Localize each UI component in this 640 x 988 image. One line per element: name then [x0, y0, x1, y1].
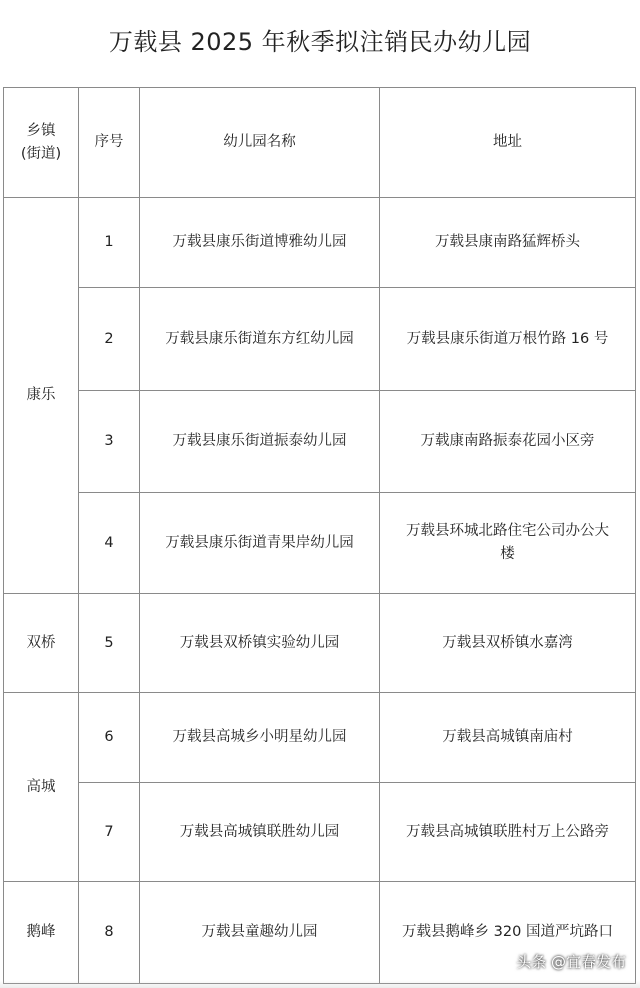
row-name: 万载县高城镇联胜幼儿园: [140, 783, 380, 882]
table-row: [4, 288, 636, 391]
page-title: 万载县 2025 年秋季拟注销民办幼儿园: [108, 28, 532, 56]
watermark-text: 头条 @宜春发布: [516, 953, 626, 971]
township-cell: 康乐: [4, 198, 79, 594]
row-name: 万载县康乐街道博雅幼儿园: [140, 198, 380, 288]
row-no: 6: [79, 693, 140, 783]
row-address: 万载县康乐街道万根竹路 16 号: [380, 288, 636, 391]
row-name: 万载县康乐街道青果岸幼儿园: [140, 493, 380, 594]
kindergarten-table: [3, 87, 636, 984]
bottom-edge: [0, 980, 640, 988]
table-row: [4, 693, 636, 783]
table-row: [4, 783, 636, 882]
row-no: 4: [79, 493, 140, 594]
row-address: 万载县双桥镇水嘉湾: [380, 594, 636, 693]
row-no: 2: [79, 288, 140, 391]
row-name: 万载县康乐街道振泰幼儿园: [140, 391, 380, 493]
row-name: 万载县高城乡小明星幼儿园: [140, 693, 380, 783]
row-address: 万载县康南路猛辉桥头: [380, 198, 636, 288]
header-township: 乡镇 (街道): [4, 88, 79, 198]
table-row: [4, 493, 636, 594]
row-address: 万载康南路振泰花园小区旁: [380, 391, 636, 493]
township-cell: 高城: [4, 693, 79, 882]
table-row: [4, 391, 636, 493]
row-no: 3: [79, 391, 140, 493]
township-cell: 鹅峰: [4, 882, 79, 984]
row-no: 5: [79, 594, 140, 693]
row-name: 万载县双桥镇实验幼儿园: [140, 594, 380, 693]
row-address: 万载县高城镇南庙村: [380, 693, 636, 783]
header-address: 地址: [380, 88, 636, 198]
row-address: 万载县高城镇联胜村万上公路旁: [380, 783, 636, 882]
row-address: 万载县鹅峰乡 320 国道严坑路口: [380, 882, 636, 984]
table-header-row: [4, 88, 636, 198]
header-no: 序号: [79, 88, 140, 198]
row-name: 万载县康乐街道东方红幼儿园: [140, 288, 380, 391]
row-no: 8: [79, 882, 140, 984]
township-cell: 双桥: [4, 594, 79, 693]
row-address: 万载县环城北路住宅公司办公大 楼: [380, 493, 636, 594]
table-row: [4, 198, 636, 288]
row-no: 1: [79, 198, 140, 288]
header-name: 幼儿园名称: [140, 88, 380, 198]
table-row: [4, 594, 636, 693]
row-name: 万载县童趣幼儿园: [140, 882, 380, 984]
row-no: 7: [79, 783, 140, 882]
